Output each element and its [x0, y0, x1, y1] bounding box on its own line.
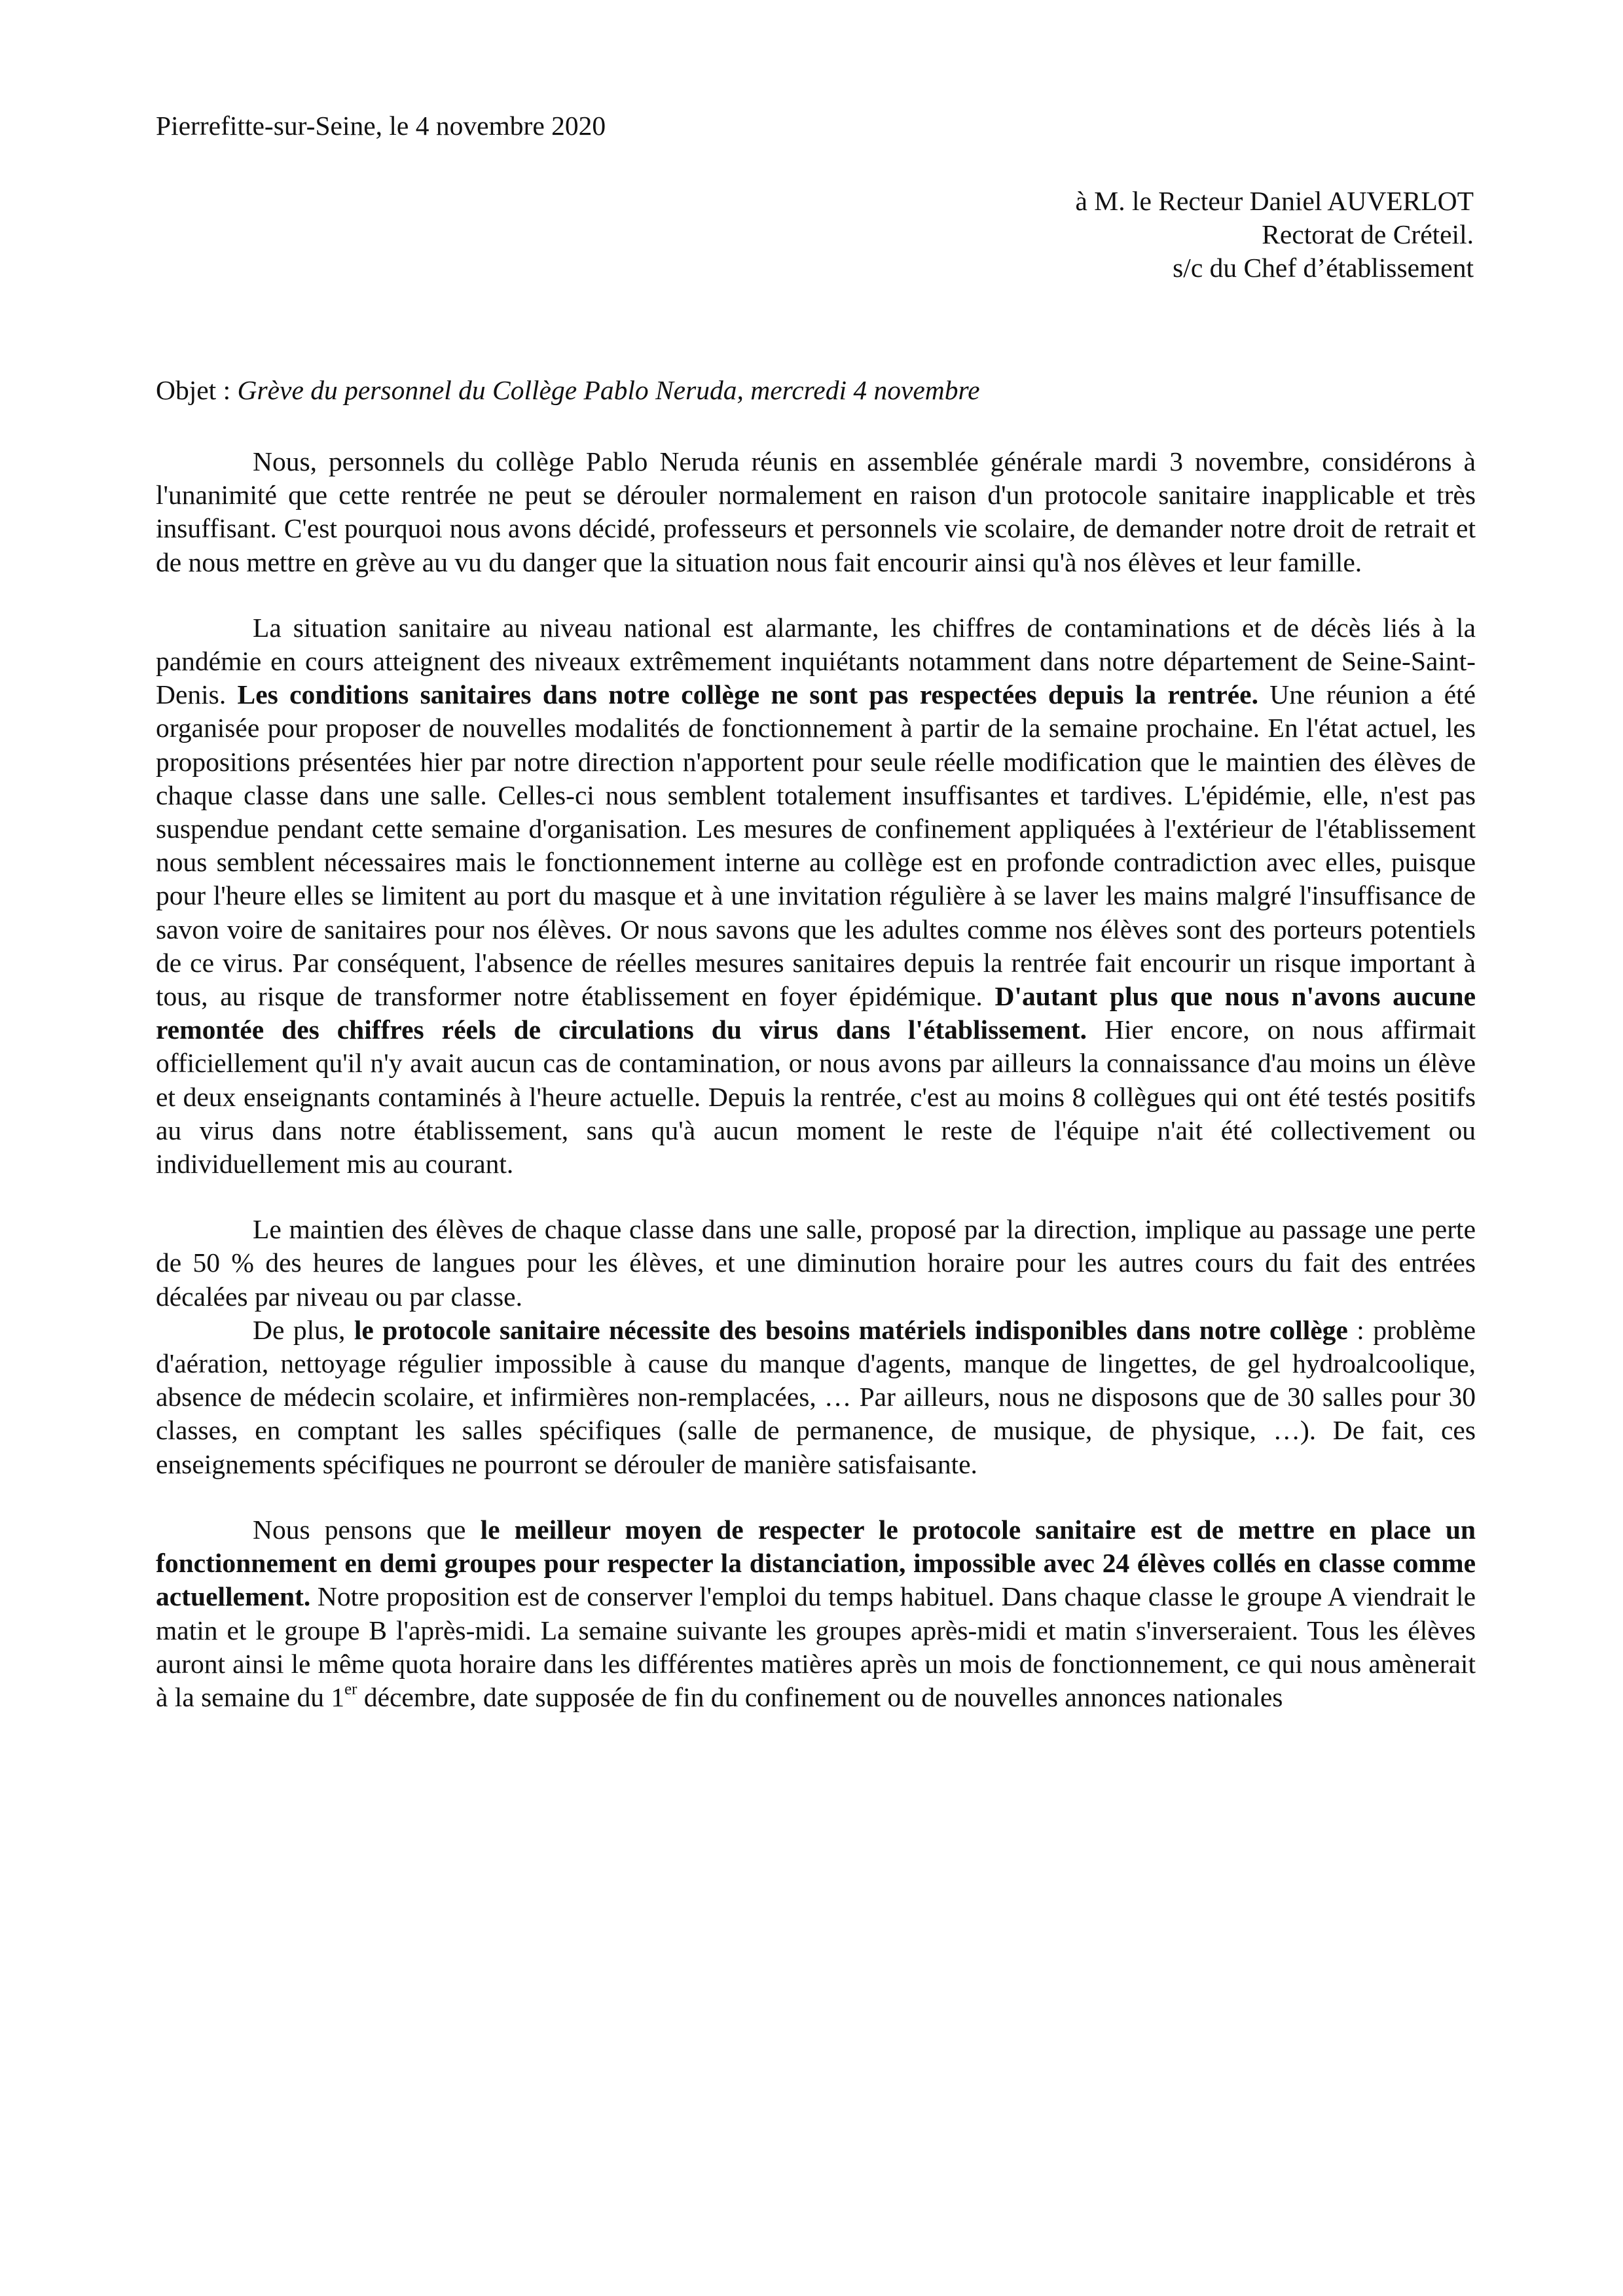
- recipient-block: [1076, 185, 1474, 285]
- paragraph-2-bold-b: D'autant plus que nous n'avons aucune remontée des chiffres réels de circulations du virus dans l'établissement.: [156, 981, 1476, 1045]
- paragraph-1-text: Nous, personnels du collège Pablo Neruda réunis en assemblée générale mardi 3 novembre, considérons à l'unanimité que cette rentrée ne peut se dérouler normalement en raison d'un protocole sanitaire inapplicable et très insuffisant. C'est pourquoi nous avons décidé, professeurs et personnels vie scolaire, de demander notre droit de retrait et de nous mettre en grève au vu du danger que la situation nous fait encourir ainsi qu'à nos élèves et leur famille.: [156, 446, 1476, 577]
- paragraph-5-text-a: Nous pensons que: [253, 1514, 481, 1545]
- subject-label: Objet :: [156, 375, 238, 405]
- paragraph-2: [156, 611, 1476, 1181]
- paragraph-4-text-b: : problème d'aération, nettoyage régulier impossible à cause du manque d'agents, manque de lingettes, de gel hydroalcoolique, absence de médecin scolaire, et infirmières non-remplacées, … Par ailleurs, nous ne disposons que de 30 salles pour 30 classes, en comptant les salles spécifiques (salle de permanence, de musique, de physique, …). De fait, ces enseignements spécifiques ne pourront se dérouler de manière satisfaisante.: [156, 1314, 1476, 1479]
- paragraph-1: [156, 445, 1476, 579]
- paragraph-4-bold: le protocole sanitaire nécessite des besoins matériels indisponibles dans notre collège: [354, 1314, 1348, 1345]
- paragraph-2-text-a: La situation sanitaire au niveau national est alarmante, les chiffres de contaminations et de décès liés à la pandémie en cours atteignent des niveaux extrêmement inquiétants notamment dans notre département de Seine-Saint-Denis.: [156, 612, 1476, 710]
- paragraph-5-text-c: décembre, date supposée de fin du confinement ou de nouvelles annonces nationales: [357, 1681, 1283, 1712]
- paragraph-4: [156, 1314, 1476, 1481]
- paragraph-2-text-c: Hier encore, on nous affirmait officiellement qu'il n'y avait aucun cas de contamination, or nous avons par ailleurs la connaissance d'au moins un élève et deux enseignants contaminés à l'heure actuelle. Depuis la rentrée, c'est au moins 8 collègues qui ont été testés positifs au virus dans notre établissement, sans qu'à aucun moment le reste de l'équipe n'ait été collectivement ou individuellement mis au courant.: [156, 1014, 1476, 1179]
- place-date: Pierrefitte-sur-Seine, le 4 novembre 2020: [156, 111, 606, 141]
- paragraph-5-bold: le meilleur moyen de respecter le protocole sanitaire est de mettre en place un fonctionnement en demi groupes pour respecter la distanciation, impossible avec 24 élèves collés en classe comme actuellement.: [156, 1514, 1476, 1612]
- paragraph-3: [156, 1213, 1476, 1314]
- paragraph-5: [156, 1513, 1476, 1714]
- paragraph-2-text-b: Une réunion a été organisée pour proposer de nouvelles modalités de fonctionnement à partir de la semaine prochaine. En l'état actuel, les propositions présentées hier par notre direction n'apportent pour seule réelle modification que le maintien des élèves de chaque classe dans une salle. Celles-ci nous semblent totalement insuffisantes et tardives. L'épidémie, elle, n'est pas suspendue pendant cette semaine d'organisation. Les mesures de confinement appliquées à l'extérieur de l'établissement nous semblent nécessaires mais le fonctionnement interne au collège est en profonde contradiction avec elles, puisque pour l'heure elles se limitent au port du masque et à une invitation régulière à se laver les mains malgré l'insuffisance de savon voire de sanitaires pour nos élèves. Or nous savons que les adultes comme nos élèves sont des porteurs potentiels de ce virus. Par conséquent, l'absence de réelles mesures sanitaires depuis la rentrée fait encourir un risque important à tous, au risque de transformer notre établissement en foyer épidémique.: [156, 679, 1476, 1012]
- paragraph-2-bold-a: Les conditions sanitaires dans notre collège ne sont pas respectées depuis la rentrée.: [237, 679, 1258, 710]
- subject-line: [156, 374, 980, 406]
- recipient-via: s/c du Chef d’établissement: [1173, 253, 1474, 283]
- letter-body: [156, 445, 1476, 1714]
- paragraph-5-text-b: Notre proposition est de conserver l'emploi du temps habituel. Dans chaque classe le groupe A viendrait le matin et le groupe B l'après-midi. La semaine suivante les groupes après-midi et matin s'inverseraient. Tous les élèves auront ainsi le même quota horaire dans les différentes matières après un mois de fonctionnement, ce qui nous amènerait à la semaine du 1: [156, 1581, 1476, 1712]
- subject-text: Grève du personnel du Collège Pablo Neruda, mercredi 4 novembre: [237, 375, 980, 405]
- ordinal-superscript: er: [344, 1680, 357, 1698]
- recipient-name: à M. le Recteur Daniel AUVERLOT: [1075, 186, 1474, 216]
- paragraph-4-text-a: De plus,: [253, 1314, 354, 1345]
- paragraph-3-text: Le maintien des élèves de chaque classe dans une salle, proposé par la direction, implique au passage une perte de 50 % des heures de langues pour les élèves, et une diminution horaire pour les autres cours du fait des entrées décalées par niveau ou par classe.: [156, 1214, 1476, 1312]
- recipient-office: Rectorat de Créteil.: [1262, 219, 1474, 249]
